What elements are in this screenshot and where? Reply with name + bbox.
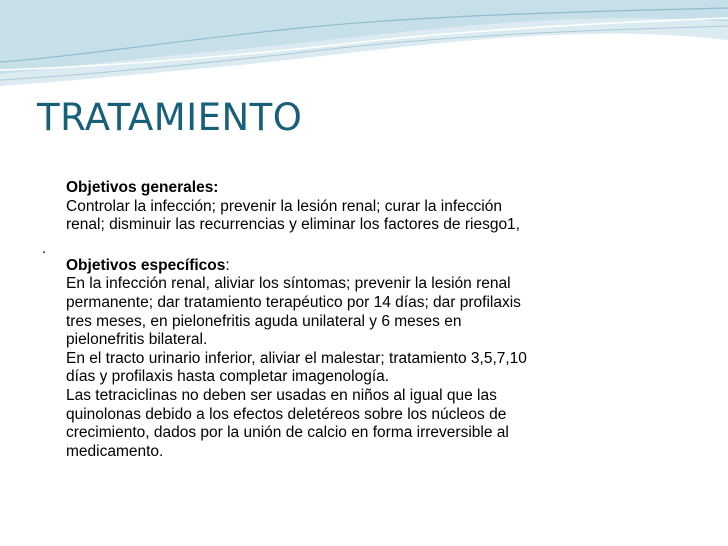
generales-line-1: Controlar la infección; prevenir la lesión renal; curar la infección [66,197,502,215]
generales-heading: Objetivos generales: [66,179,219,196]
especificos-line: quinolonas debido a los efectos deletéreos sobre los núcleos de [66,405,507,423]
especificos-heading: Objetivos específicos [66,256,226,274]
especificos-line: pielonefritis bilateral. [66,331,208,349]
especificos-line: tres meses, en pielonefritis aguda unilateral y 6 meses en [66,312,462,330]
especificos-line: En la infección renal, aliviar los síntomas; prevenir la lesión renal [66,275,511,293]
especificos-heading-line [66,257,706,276]
especificos-line: crecimiento, dados por la unión de calcio en forma irreversible al [66,424,509,442]
slide-title: TRATAMIENTO [37,96,303,139]
bullet-marker: . [42,240,47,257]
spacer [66,235,706,257]
especificos-line: días y profilaxis hasta completar imagenología. [66,368,390,386]
especificos-line: Las tetraciclinas no deben ser usadas en niños al igual que las [66,386,497,404]
wave-decoration [0,0,728,90]
especificos-line: permanente; dar tratamiento terapéutico por 14 días; dar profilaxis [66,293,521,311]
slide-body [66,179,706,461]
especificos-colon: : [225,256,230,274]
especificos-line: En el tracto urinario inferior, aliviar el malestar; tratamiento 3,5,7,10 [66,349,527,367]
especificos-line: medicamento. [66,442,164,460]
generales-line-2: renal; disminuir las recurrencias y eliminar los factores de riesgo1, [66,216,520,234]
